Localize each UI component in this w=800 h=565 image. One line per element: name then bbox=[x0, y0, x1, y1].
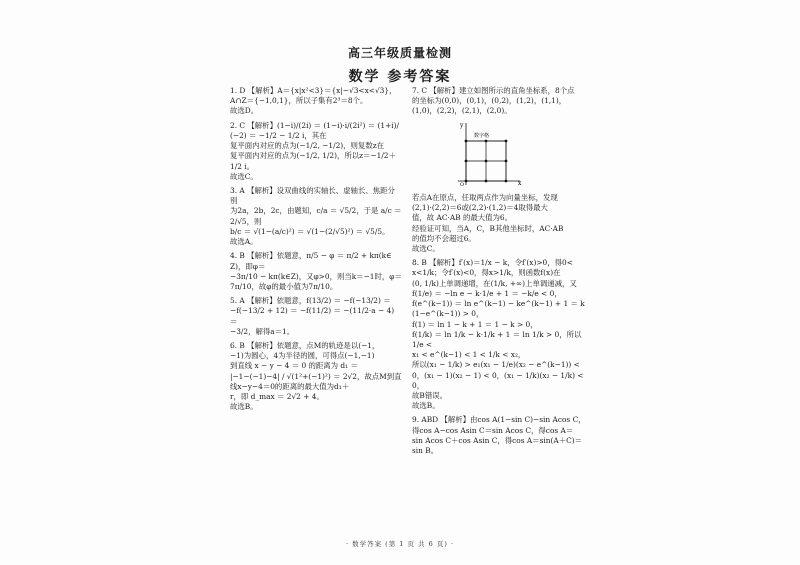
answer-line: 的值均不会超过6。 bbox=[412, 233, 476, 243]
answer-line: b/c ＝ √(1−(a/c)²) ＝ √(1−(2/√5)²) ＝ √5/5。 bbox=[230, 226, 390, 236]
grid-point bbox=[465, 139, 468, 142]
answer-line: −3π/10 − kπ(k∈Z)，又φ>0，则当k＝−1时，φ＝ bbox=[230, 271, 402, 281]
answer-line: f(1) ＝ ln 1 − k + 1 ＝ 1 − k > 0， bbox=[412, 319, 538, 329]
answer-line: sin Acos C＋cos Asin C，得cos A＝sin(A＋C)＝ bbox=[412, 435, 583, 445]
answer-line: (0, 1/k)上单调递增，在(1/k, +∞)上单调递减，又 bbox=[412, 278, 577, 288]
answer-line: 复平面内对应的点为(−1/2, 1/2)，所以z＝−1/2＋ bbox=[230, 151, 396, 161]
answer-item-4 bbox=[230, 251, 402, 292]
grid-figure bbox=[452, 119, 588, 190]
grid-point bbox=[485, 139, 488, 142]
answer-item-2 bbox=[230, 121, 402, 182]
page-title: 高三年级质量检测 bbox=[347, 46, 452, 60]
answer-line: f(1/k) ＝ ln 1/k − k·1/k + 1 ＝ ln 1/k > 0，所以 1/e < bbox=[412, 329, 582, 349]
grid-point bbox=[465, 179, 468, 182]
grid-figure-svg bbox=[452, 119, 524, 187]
answer-line: 2. C 【解析】(1−i)/(2i) ＝ (1−i)·i/(2i²) ＝ (1+i)/(−2) ＝ −1/2 − 1/2 i，其在 bbox=[230, 120, 400, 140]
answer-line: A∩Z＝{−1,0,1}，所以子集有2³＝8个。 bbox=[230, 96, 368, 106]
answer-line: 复平面内对应的点为(−1/2, −1/2)，则复数z在 bbox=[230, 141, 385, 151]
answer-line: 故选C。 bbox=[412, 243, 440, 253]
answer-line: 3. A 【解析】设双曲线的实轴长、虚轴长、焦距分别 bbox=[230, 185, 395, 206]
grid-point bbox=[485, 179, 488, 182]
answer-item-3 bbox=[230, 186, 402, 247]
answer-line: 若点A在原点，任取两点作为向量坐标，发现 bbox=[412, 192, 558, 202]
answer-item-8 bbox=[412, 258, 588, 411]
answer-line: f(e^(k−1)) ＝ ln e^(k−1) − ke^(k−1) + 1 ＝ k(1−e^(k−1)) > 0， bbox=[412, 299, 585, 319]
answer-line: 4. B 【解析】依题意，π/5 − φ ＝ π/2 + kπ(k∈Z)，即φ＝ bbox=[230, 251, 392, 271]
answer-line: 7π/10，故φ的最小值为7π/10。 bbox=[230, 281, 338, 291]
answer-item-7 bbox=[412, 86, 588, 254]
answer-line: 故B错误。 bbox=[412, 391, 447, 401]
answer-line: 故选C。 bbox=[230, 171, 258, 181]
answer-line: |−1−(−1)−4| / √(1²+(−1)²) ＝ 2√2，故点M到直线x−y−4＝0的距离的最大值为d₁＋ bbox=[230, 371, 402, 391]
page-footer: · 数学答案 (第 1 页 共 6 页) · bbox=[345, 540, 454, 548]
answer-line: 故选B。 bbox=[412, 401, 440, 411]
answer-line: r，即 d_max ＝ 2√2 + 4。 bbox=[230, 392, 324, 402]
answer-item-5 bbox=[230, 296, 402, 337]
answer-line: 5. A 【解析】依题意，f(13/2) ＝ −f(−13/2) ＝ bbox=[230, 296, 391, 306]
answer-line: 1. D 【解析】A＝{x|x²<3}＝{x|−√3<x<√3}， bbox=[230, 86, 397, 95]
left-column bbox=[230, 86, 402, 417]
answer-line: 经验证可知，当A，C，B其他坐标时，AC·AB bbox=[412, 223, 564, 233]
answer-line: 7. C 【解析】建立如图所示的直角坐标系，8个点 bbox=[412, 86, 575, 95]
y-axis-label: y bbox=[460, 121, 464, 129]
origin-label: O bbox=[460, 181, 465, 187]
grid-point bbox=[505, 139, 508, 142]
answer-line: (2,1)·(2,2)＝6或(2,2)·(1,2)＝4取得最大 bbox=[412, 203, 548, 213]
answer-line: (1,0)，(2,2)，(2,1)，(2,0)。 bbox=[412, 106, 512, 116]
answer-item-6 bbox=[230, 341, 402, 413]
answer-line: 8. B 【解析】f′(x)＝1/x − k，令f′(x)>0，得0< bbox=[412, 258, 573, 268]
grid-box-label: 数字格 bbox=[474, 132, 490, 139]
answer-line: 故选D。 bbox=[230, 106, 259, 116]
answer-line: 的坐标为(0,0)，(0,1)，(0,2)，(1,2)，(1,1)， bbox=[412, 96, 567, 106]
answer-line: 故选A。 bbox=[230, 237, 258, 247]
answer-line: 故选B。 bbox=[230, 402, 258, 412]
grid-point bbox=[505, 159, 508, 162]
answer-line: 为2a，2b，2c，由题知，c/a ＝ √5/2，于是 a/c ＝ 2/√5，则 bbox=[230, 206, 402, 226]
answer-line: 值，故 AC·AB 的最大值为6。 bbox=[412, 213, 513, 223]
answer-line: −1)为圆心，4为半径的圆，可得点(−1,−1) bbox=[230, 351, 375, 361]
grid-point bbox=[465, 159, 468, 162]
answer-line: 所以(x₁ − 1/k) > e₁(x₁ − 1/e)(x₂ − e^(k−1)) < bbox=[412, 360, 580, 370]
answer-line: sin B。 bbox=[412, 446, 439, 456]
answer-line: 6. B 【解析】依题意，点M的轨迹是以(−1， bbox=[230, 341, 380, 351]
answer-item-9 bbox=[412, 415, 588, 456]
answer-line: 0，(x₁ − 1)(x₂ − 1) < 0，(x₁ − 1/k)(x₂ − 1/k) < 0， bbox=[412, 370, 584, 390]
x-axis-label: x bbox=[518, 179, 522, 187]
answer-line: 9. ABD 【解析】由cos A(1−sin C)−sin Acos C， bbox=[412, 415, 586, 425]
answer-item-1 bbox=[230, 86, 402, 117]
answer-line: −3/2，解得a＝1。 bbox=[230, 326, 295, 336]
answer-line: f(1/e) ＝ −ln e − k·1/e + 1 ＝ −k/e < 0， bbox=[412, 288, 562, 298]
grid-point bbox=[485, 159, 488, 162]
answer-line: −f(−13/2 + 12) ＝ −f(11/2) ＝ −(11/2·a − 4) ＝ bbox=[230, 306, 395, 326]
answer-line: 1/2 i。 bbox=[230, 161, 254, 171]
grid-point bbox=[505, 179, 508, 182]
answer-line: 得cos A−cos Asin C＝sin Acos C，得cos A＝ bbox=[412, 425, 574, 435]
answer-line: x₁ < e^(k−1) < 1 < 1/k < x₂， bbox=[412, 350, 526, 360]
page-subtitle: 数学 参考答案 bbox=[348, 69, 452, 85]
right-column bbox=[412, 86, 588, 460]
answer-line: x<1/k；令f′(x)<0，得x>1/k，则函数f(x)在 bbox=[412, 268, 561, 278]
answer-line: 到直线 x − y − 4 ＝ 0 的距离为 d₁ ＝ bbox=[230, 361, 358, 371]
